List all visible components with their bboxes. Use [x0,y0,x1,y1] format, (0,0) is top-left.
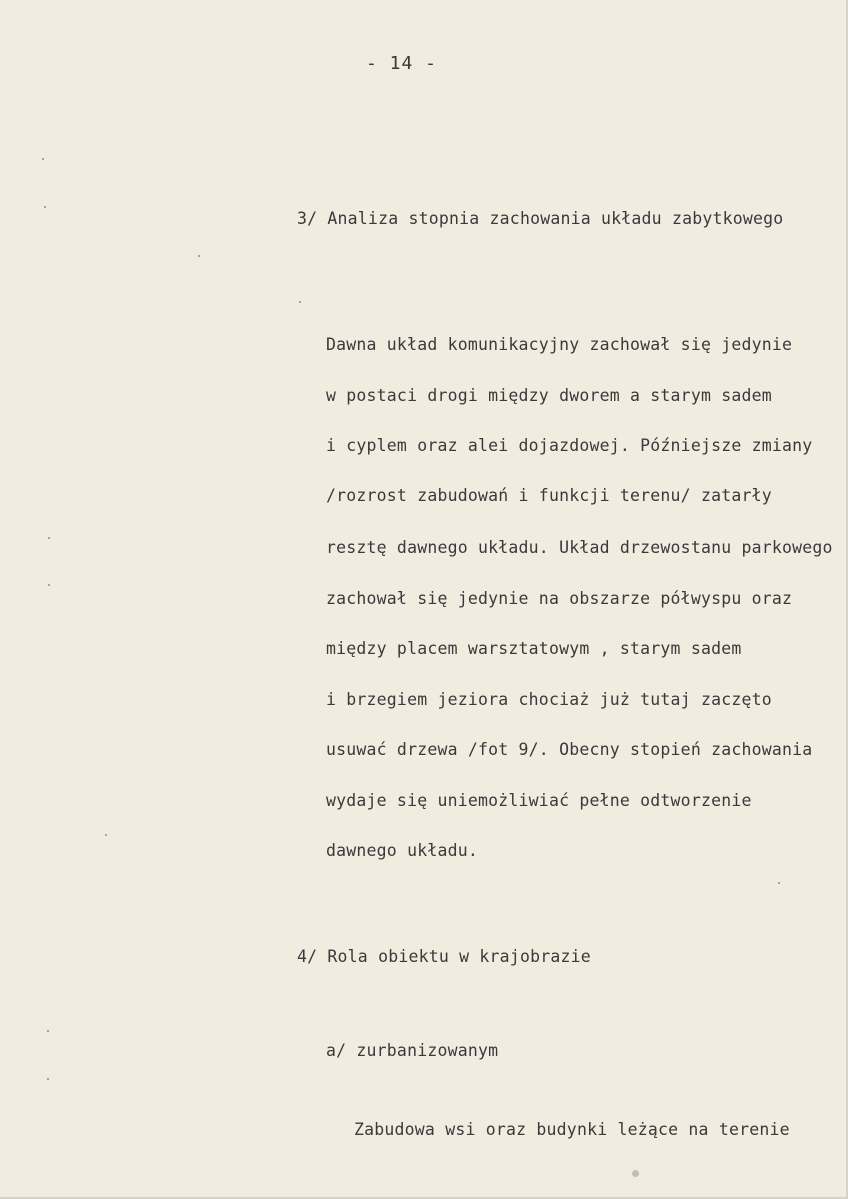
paper-speck [198,255,200,257]
section-3-line: i cyplem oraz alei dojazdowej. Późniejsze zmiany [326,436,813,455]
section-3-heading: 3/ Analiza stopnia zachowania układu zabytkowego [297,209,784,228]
subsection-a-paragraph: Zabudowa wsi oraz budynki leżące na terenie [354,1120,790,1139]
paper-speck [299,301,301,303]
paper-speck [42,158,44,160]
section-3-line: i brzegiem jeziora chociaż już tutaj zaczęto [326,690,772,709]
section-3-line: zachował się jedynie na obszarze półwyspu oraz [326,589,793,608]
paper-speck [47,1030,49,1032]
section-3-line: resztę dawnego układu. Układ drzewostanu parkowego [326,538,833,557]
paper-hole [632,1170,639,1177]
paper-speck [48,537,50,539]
section-3-line: wydaje się uniemożliwiać pełne odtworzenie [326,791,752,810]
section-4-heading: 4/ Rola obiektu w krajobrazie [297,947,591,966]
paper-speck [48,584,50,586]
paper-speck [105,834,107,836]
section-3-line: między placem warsztatowym , starym sadem [326,639,742,658]
paper-speck [778,882,780,884]
paper-speck [47,1078,49,1080]
section-3-line: dawnego układu. [326,841,479,860]
page-number: - 14 - [366,53,438,74]
subsection-a-heading: a/ zurbanizowanym [326,1041,499,1060]
paper-speck [44,206,46,208]
section-3-line: usuwać drzewa /fot 9/. Obecny stopień zachowania [326,740,813,759]
section-3-line: Dawna układ komunikacyjny zachował się jedynie [326,335,793,354]
section-3-line: w postaci drogi między dworem a starym sadem [326,386,772,405]
section-3-line: /rozrost zabudowań i funkcji terenu/ zatarły [326,486,772,505]
